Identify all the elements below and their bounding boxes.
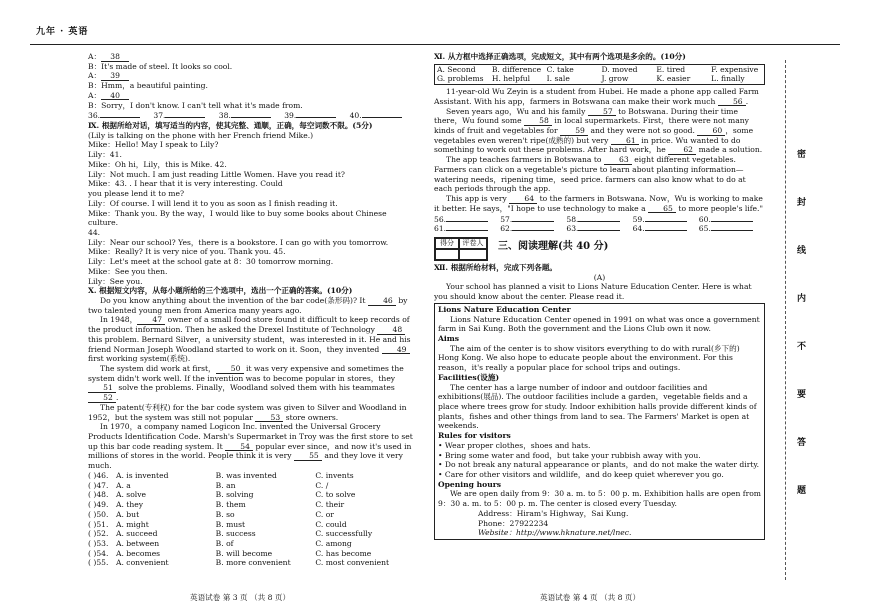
blank-63: 63 bbox=[604, 156, 632, 165]
rule-item: • Bring some water and food，but take your rubbish away with you. bbox=[438, 450, 701, 460]
word-option: G. problems bbox=[437, 74, 484, 84]
answer-slot: 64. bbox=[633, 224, 699, 234]
answer-line bbox=[711, 221, 753, 222]
word-option: L. finally bbox=[711, 74, 745, 84]
option-cell: C. / bbox=[315, 480, 329, 490]
header-rule bbox=[30, 44, 840, 45]
option-cell: B. so bbox=[215, 509, 235, 519]
answer-line bbox=[165, 117, 205, 118]
answer-row-36-40 bbox=[88, 111, 415, 121]
notice-intro: Lions Nature Education Center opened in 1991 on what was once a government farm in Sai Kung. Both the government and the Lions Club own it now. bbox=[438, 314, 760, 334]
dialog-line: you please lend it to me? bbox=[88, 189, 185, 199]
passage-paragraph: 11-year-old Wu Zeyin is a student from Hubei. He made a phone app called Farm Assistant. With his app，farmers in Botswana can make their work much 56 . bbox=[434, 87, 759, 106]
seal-char: 要 bbox=[797, 390, 807, 400]
option-cell: ( )48. bbox=[88, 490, 109, 500]
option-row bbox=[88, 539, 415, 549]
seal-char: 答 bbox=[797, 438, 807, 448]
passage-a-label: (A) bbox=[593, 272, 606, 282]
option-cell: B. was invented bbox=[215, 470, 277, 480]
word-option: H. helpful bbox=[491, 74, 531, 84]
passage-a-intro: Your school has planned a visit to Lions Nature Education Center. Here is what you should know about the center. Please read it. bbox=[434, 282, 752, 302]
blank-53: 53 bbox=[255, 414, 283, 423]
blank-46: 46 bbox=[368, 297, 396, 306]
option-cell: ( )46. bbox=[88, 470, 109, 480]
cloze-paragraph: The patent(专利权) for the bar code system was given to Silver and Woodland in 1952，but the system was still not popular 53 store owners. bbox=[88, 402, 407, 422]
option-row bbox=[88, 510, 415, 520]
option-cell: A. convenient bbox=[116, 558, 169, 568]
dialog-line: A： 38 bbox=[88, 52, 415, 62]
dialog-line: Lily：See you. bbox=[88, 276, 143, 286]
dialog-line: Lily：Let's meet at the school gate at 8：30 tomorrow morning. bbox=[88, 257, 334, 267]
dialog-41-45 bbox=[88, 140, 415, 286]
blank-54: 54 bbox=[225, 443, 253, 452]
answer-line bbox=[512, 230, 554, 231]
blank-56: 56 bbox=[718, 98, 746, 107]
option-cell: C. their bbox=[315, 500, 345, 510]
answer-slot: 37. bbox=[153, 111, 218, 121]
option-row bbox=[88, 500, 415, 510]
word-box bbox=[434, 64, 765, 85]
answer-slot: 62. bbox=[500, 224, 566, 234]
option-row bbox=[88, 558, 415, 568]
dialog-36-40 bbox=[88, 52, 415, 110]
word-option: K. easier bbox=[656, 74, 691, 84]
answer-line bbox=[100, 117, 140, 118]
answer-slot: 36. bbox=[88, 111, 153, 121]
dialog-line: Lily：Not much. I am just reading Little Women. Have you read it? bbox=[88, 169, 345, 179]
blank-61: 61 bbox=[611, 137, 639, 146]
aims-heading: Aims bbox=[438, 333, 460, 343]
dialog-line: B：It's made of steel. It looks so cool. bbox=[88, 61, 233, 71]
blank-38: 38 bbox=[101, 53, 129, 62]
option-row bbox=[88, 471, 415, 481]
option-row bbox=[88, 529, 415, 539]
blank-48: 48 bbox=[377, 326, 405, 335]
passage-paragraph: Seven years ago，Wu and his family 57 to Botswana. During their time there，Wu found some 58 in local supermarkets. First，there were not many kinds of fruit and vegetables for 59 and they were not so good. 60 ，some vegetables even weren't ripe(成熟的) but very 61 in price. Wu wanted to do something to work out these problems. After hard work，he 62 made a solution. bbox=[434, 106, 763, 155]
answer-slot: 61. bbox=[434, 224, 500, 234]
blank-59: 59 bbox=[560, 127, 588, 136]
answer-slot: 57. bbox=[500, 215, 566, 225]
answer-blanks-56-65 bbox=[434, 215, 765, 234]
notice-title: Lions Nature Education Center bbox=[438, 304, 571, 314]
section-10-title: Ⅹ. 根据短文内容，从每小题所给的三个选项中，选出一个正确的答案。(10分) bbox=[88, 286, 353, 296]
score-box bbox=[434, 237, 488, 261]
answer-row bbox=[434, 215, 765, 225]
option-cell: ( )54. bbox=[88, 548, 109, 558]
section-9-title: Ⅸ. 根据所给对话，填写适当的内容，使其完整、通顺，正确，每空词数不限。(5分) bbox=[88, 121, 373, 131]
option-row bbox=[88, 549, 415, 559]
right-column bbox=[434, 52, 765, 540]
option-cell: B. more convenient bbox=[215, 558, 291, 568]
cloze-options bbox=[88, 471, 415, 568]
option-cell: B. of bbox=[215, 538, 234, 548]
answer-row bbox=[434, 224, 765, 234]
dialog-line: A： 40 bbox=[88, 91, 415, 101]
option-cell: B. them bbox=[215, 500, 246, 510]
dialog-line: B：Hmm，a beautiful painting. bbox=[88, 81, 208, 91]
seal-char: 线 bbox=[797, 246, 807, 256]
dialog-line: Mike：Thank you. By the way，I would like to buy some books about Chinese culture. bbox=[88, 208, 387, 228]
passage-paragraph: This app is very 64 to the farmers in Botswana. Now，Wu is working to make it better. He says，"I hope to use technology to make a 65 to more people's life." bbox=[434, 194, 763, 213]
hours-text: We are open daily from 9：30 a. m. to 5：00 p. m. Exhibition halls are open from 9：30 a. m. to 5：00 p. m. The center is closed every Tuesday. bbox=[438, 489, 761, 509]
app-passage bbox=[434, 87, 765, 213]
footer-page-3: 英语试卷 第 3 页 （共 8 页） bbox=[190, 593, 291, 602]
seal-char: 封 bbox=[797, 198, 807, 208]
answer-slot: 58. bbox=[566, 215, 632, 225]
facilities-text: The center has a large number of indoor and outdoor facilities and exhibitions(展品). The outdoor facilities include a garden，vegetable fields and a place where trees grow for study. Indoor exhibition halls provide different kinds of plants，fishes and other things from land to sea. The Farmers' Market is open at weekends. bbox=[438, 382, 757, 431]
option-cell: C. or bbox=[315, 509, 334, 519]
dialog-line: Mike：See you then. bbox=[88, 266, 168, 276]
option-cell: C. among bbox=[315, 538, 352, 548]
answer-slot: 63. bbox=[566, 224, 632, 234]
option-cell: C. invents bbox=[315, 470, 354, 480]
rule-item: • Do not break any natural appearance or plants，and do not make the water dirty. bbox=[438, 460, 760, 470]
word-option: J. grow bbox=[601, 74, 629, 84]
dialog-line: Lily：Near our school? Yes，there is a bookstore. I can go with you tomorrow. bbox=[88, 237, 389, 247]
answer-line bbox=[296, 117, 336, 118]
blank-55: 55 bbox=[294, 452, 322, 461]
word-option: E. tired bbox=[656, 64, 686, 74]
option-cell: A. they bbox=[116, 500, 144, 510]
address-text: Address：Hiram's Highway，Sai Kung. bbox=[478, 508, 629, 518]
grader-cell bbox=[459, 249, 487, 260]
left-column bbox=[88, 52, 415, 568]
blank-49: 49 bbox=[382, 346, 410, 355]
option-cell: B. solving bbox=[215, 490, 254, 500]
blank-47: 47 bbox=[137, 316, 165, 325]
option-cell: A. a bbox=[116, 480, 131, 490]
answer-slot: 59. bbox=[633, 215, 699, 225]
dialog-line: Mike：Oh hi，Lily，this is Mike. 42. bbox=[88, 159, 227, 169]
section-12-title: Ⅻ. 根据所给材料，完成下列各题。 bbox=[434, 262, 558, 272]
seal-line bbox=[785, 60, 786, 580]
word-option: C. take bbox=[546, 64, 574, 74]
option-cell: A. might bbox=[116, 519, 149, 529]
option-cell: A. solve bbox=[116, 490, 146, 500]
word-option: I. sale bbox=[546, 74, 570, 84]
option-cell: ( )53. bbox=[88, 538, 109, 548]
rules-list bbox=[438, 441, 761, 480]
dialog-line: Mike：43. . I hear that it is very interesting. Could bbox=[88, 179, 283, 189]
option-cell: A. between bbox=[116, 538, 160, 548]
option-cell: ( )51. bbox=[88, 519, 109, 529]
blank-51: 51 bbox=[88, 384, 116, 393]
word-option: A. Second bbox=[437, 64, 476, 74]
answer-line bbox=[231, 117, 271, 118]
option-cell: B. must bbox=[215, 519, 246, 529]
option-cell: C. has become bbox=[315, 548, 372, 558]
facilities-heading: Facilities(设施) bbox=[438, 372, 500, 382]
grader-label: 评卷人 bbox=[459, 238, 487, 249]
blank-40: 40 bbox=[101, 92, 129, 101]
option-cell: ( )55. bbox=[88, 558, 109, 568]
hours-heading: Opening hours bbox=[438, 479, 502, 489]
option-row bbox=[88, 490, 415, 500]
option-row bbox=[88, 481, 415, 491]
option-cell: ( )49. bbox=[88, 500, 109, 510]
answer-line bbox=[578, 221, 620, 222]
option-cell: C. could bbox=[315, 519, 347, 529]
word-option: B. difference bbox=[491, 64, 542, 74]
answer-line bbox=[362, 117, 402, 118]
answer-slot: 60. bbox=[699, 215, 765, 225]
option-cell: C. to solve bbox=[315, 490, 356, 500]
blank-58: 58 bbox=[524, 117, 552, 126]
dialog-line: Lily：41. bbox=[88, 150, 122, 160]
dialog-line: A： 39 bbox=[88, 71, 415, 81]
answer-line bbox=[446, 230, 488, 231]
cloze-paragraph: Do you know anything about the invention of the bar code(条形码)? It 46 by two talented young men from America many years ago. bbox=[88, 295, 408, 315]
rule-item: • Care for other visitors and wildlife，and do keep quiet wherever you go. bbox=[438, 470, 724, 480]
answer-line bbox=[578, 230, 620, 231]
seal-char: 题 bbox=[797, 486, 807, 496]
answer-slot: 40. bbox=[350, 111, 415, 121]
section-9-intro: (Lily is talking on the phone with her French friend Mike.) bbox=[88, 130, 314, 140]
notice-box bbox=[434, 303, 765, 540]
dialog-line: 44. bbox=[88, 227, 101, 237]
part-3-title: 三、阅读理解(共 40 分) bbox=[498, 240, 609, 252]
cloze-paragraph: In 1948， 47 owner of a small food store found it difficult to keep records of the product information. Then he asked the Drexel Institute of Technology 48 this problem. Bernard Silver，a university student，was interested in it. He and his friend Norman Joseph Woodland started to work on it. Soon，they invented 49 first working system(系统). bbox=[88, 315, 411, 364]
website-text: Website：http://www.hknature.net/lnec. bbox=[478, 528, 632, 538]
dialog-line: B：Sorry，I don't know. I can't tell what it's made from. bbox=[88, 100, 303, 110]
section-11-title: Ⅺ. 从方框中选择正确选项，完成短文，其中有两个选项是多余的。(10分) bbox=[434, 52, 686, 61]
option-cell: A. becomes bbox=[116, 548, 161, 558]
dialog-line: Lily：Of course. I will lend it to you as soon as I finish reading it. bbox=[88, 198, 338, 208]
option-cell: B. an bbox=[215, 480, 236, 490]
option-cell: B. success bbox=[215, 529, 256, 539]
answer-line bbox=[446, 221, 488, 222]
footer-page-4: 英语试卷 第 4 页 （共 8 页） bbox=[540, 593, 641, 602]
dialog-line: Mike：Hello! May I speak to Lily? bbox=[88, 140, 219, 150]
rule-item: • Wear proper clothes，shoes and hats. bbox=[438, 440, 591, 450]
score-cell bbox=[435, 249, 459, 260]
option-cell: C. most convenient bbox=[315, 558, 390, 568]
passage-paragraph: The app teaches farmers in Botswana to 63 eight different vegetables. Farmers can click on a vegetable's picture to learn about planting information—watering needs，ripening time，seed price. farmers can also know what to do at each periods through the app. bbox=[434, 155, 746, 194]
blank-65: 65 bbox=[648, 205, 676, 214]
option-cell: B. will become bbox=[215, 548, 273, 558]
answer-line bbox=[645, 221, 687, 222]
option-cell: ( )50. bbox=[88, 509, 109, 519]
word-option: D. moved bbox=[601, 64, 638, 74]
dialog-line: Mike：Really? It is very nice of you. Thank you. 45. bbox=[88, 247, 286, 257]
page-header: 九年 · 英语 bbox=[36, 27, 89, 37]
option-cell: A. succeed bbox=[116, 529, 158, 539]
answer-slot: 39. bbox=[284, 111, 349, 121]
seal-char: 内 bbox=[797, 294, 807, 304]
answer-slot: 38. bbox=[219, 111, 284, 121]
blank-64: 64 bbox=[509, 195, 537, 204]
option-cell: C. successfully bbox=[315, 529, 373, 539]
option-cell: ( )52. bbox=[88, 529, 109, 539]
cloze-paragraph: In 1970，a company named Logicon Inc. invented the Universal Grocery Products Identification Code. Marsh's Supermarket in Troy was the first store to set up this bar code reading system. It 54 popular ever since，and now it's used in millions of stores in the world. People think it is very 55 and they love it very much. bbox=[88, 422, 413, 471]
option-row bbox=[88, 520, 415, 530]
blank-60: 60 bbox=[697, 127, 725, 136]
phone-text: Phone：27922234 bbox=[478, 518, 549, 528]
score-label: 得分 bbox=[435, 238, 459, 249]
answer-line bbox=[711, 230, 753, 231]
answer-slot: 56. bbox=[434, 215, 500, 225]
cloze-passage bbox=[88, 296, 415, 471]
blank-39: 39 bbox=[101, 72, 129, 81]
seal-char: 不 bbox=[797, 342, 807, 352]
blank-62: 62 bbox=[668, 146, 696, 155]
option-cell: A. is invented bbox=[116, 470, 169, 480]
word-option: F. expensive bbox=[711, 64, 759, 74]
seal-char: 密 bbox=[797, 150, 807, 160]
aims-text: The aim of the center is to show visitors everything to do with rural(乡下的) Hong Kong. We also hope to educate people about the environment. For this reason，it's really a popular place for school trips and outings. bbox=[438, 343, 740, 373]
cloze-paragraph: The system did work at first， 50 it was very expensive and sometimes the system didn't work well. If the invention was to become popular in stores，they 51 solve the problems. Finally，Woodland solved them with his teammates 52 . bbox=[88, 364, 404, 403]
blank-57: 57 bbox=[588, 108, 616, 117]
option-cell: ( )47. bbox=[88, 480, 109, 490]
answer-line bbox=[512, 221, 554, 222]
option-cell: A. but bbox=[116, 509, 140, 519]
answer-line bbox=[645, 230, 687, 231]
rules-heading: Rules for visitors bbox=[438, 431, 511, 441]
answer-slot: 65. bbox=[699, 224, 765, 234]
blank-52: 52 bbox=[88, 394, 116, 403]
blank-50: 50 bbox=[216, 365, 244, 374]
